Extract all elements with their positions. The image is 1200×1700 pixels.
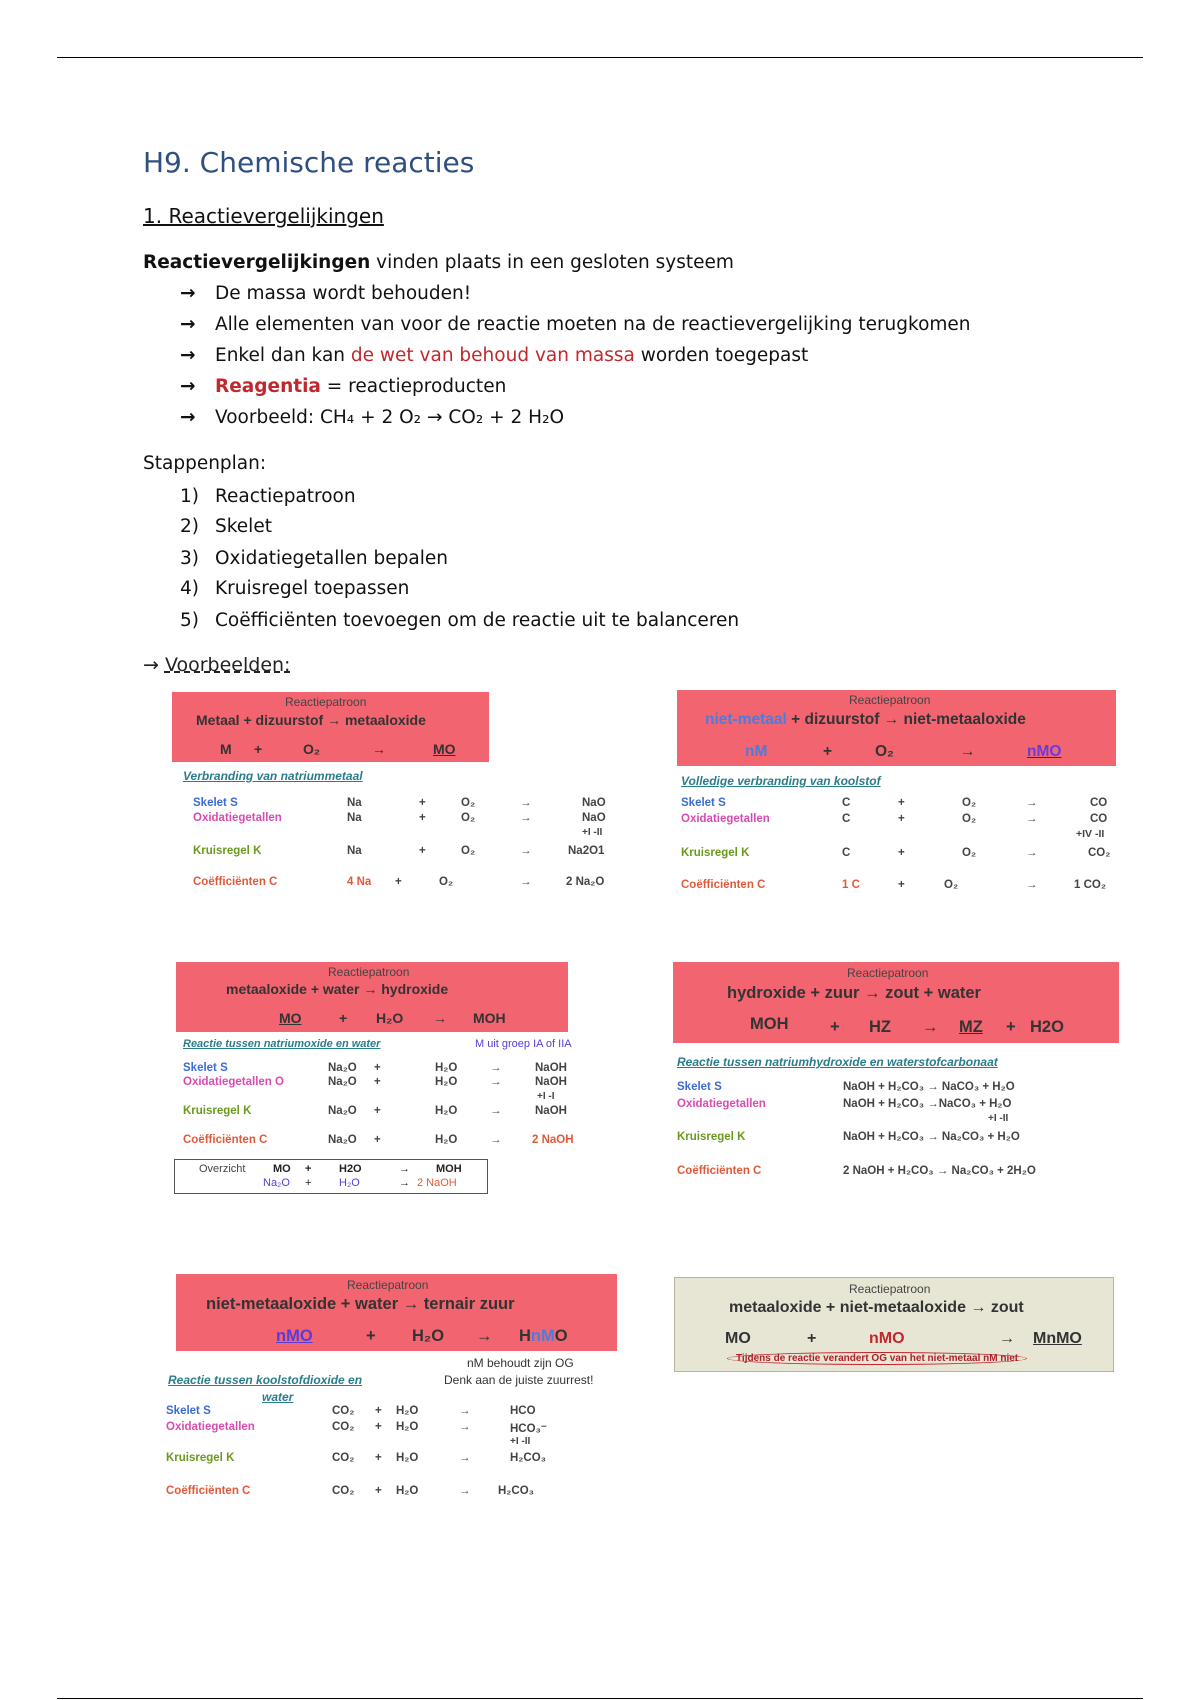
highlight-word: niet-metaal [705,711,787,728]
label-coef: Coëfficiënten C [681,879,766,891]
cell: HCO [510,1405,536,1417]
intro-bold: Reactievergelijkingen [143,252,371,273]
plus: + [898,879,905,891]
cell: O₂ [962,847,977,859]
arrow-icon: → [1026,847,1038,859]
bullet-3 [180,345,808,366]
pattern-caption: Reactiepatroon [328,965,410,979]
cell: O₂ [944,879,959,891]
plus: + [898,847,905,859]
cell: CO₂ [332,1452,355,1464]
pattern-words: metaaloxide + niet-metaaloxide → zout [729,1299,1024,1316]
cell: CO₂ [332,1405,355,1417]
cell: Na2O1 [568,845,605,857]
bottom-rule [57,1698,1143,1699]
label-skelet: Skelet S [183,1062,228,1074]
pattern-words: hydroxide + zuur → zout + water [727,984,981,1002]
pattern-sym: nMO [276,1327,313,1345]
pattern-sym: MOH [473,1010,506,1026]
ex5-caption-2: water [262,1390,294,1404]
pattern-sym: H2O [1030,1018,1064,1036]
step-text: Oxidatiegetallen bepalen [215,548,448,569]
bullet-text: worden toegepast [634,345,809,366]
intro-rest: vinden plaats in een gesloten systeem [370,252,734,273]
cell: O₂ [461,812,476,824]
overview-cell: H2O [339,1163,362,1175]
cell: O₂ [962,797,977,809]
cell: H₂O [435,1062,458,1074]
step-number: 5) [180,610,199,631]
cell: CO₂ [1088,847,1111,859]
cell: C [842,797,851,809]
cell: Na₂O [328,1062,357,1074]
step-number: 1) [180,486,199,507]
step-text: Kruisregel toepassen [215,578,410,599]
pattern-caption: Reactiepatroon [285,695,367,709]
cell: H₂O [396,1421,419,1433]
label-kruis: Kruisregel K [183,1105,252,1117]
label-oxid: Oxidatiegetallen [193,812,282,824]
plus: + [419,812,426,824]
cell: C [842,813,851,825]
ex4-pattern-box [673,962,1119,1043]
cell: CO [1090,813,1108,825]
arrow-icon: → [143,654,159,676]
ex5-note-1 [467,1356,574,1370]
plus: + [830,1018,840,1036]
cell [532,1134,574,1146]
arrow-icon: → [999,1330,1015,1347]
intro-line [143,252,734,273]
ex4-caption: Reactie tussen natriumhydroxide en waterstofcarbonaat [677,1055,998,1069]
page-title: H9. Chemische reacties [143,146,475,179]
pattern-sym-text: nM [530,1327,555,1345]
label-oxid: Oxidatiegetallen [166,1421,255,1433]
step-3 [180,548,448,569]
cell: 1 CO₂ [1074,879,1106,891]
arrow-icon: → [180,407,196,428]
plus: + [395,876,402,888]
pattern-words [705,711,1026,729]
cell: NaOH + H₂CO₃ → NaCO₃ + H₂O [843,1081,1015,1093]
coef-value: 2 NaOH [532,1134,574,1146]
arrow-icon: → [459,1485,471,1497]
arrow-icon: → [922,1018,939,1036]
ex1-pattern-box [172,692,489,762]
plus: + [374,1076,381,1088]
label-coef: Coëfficiënten C [166,1485,251,1497]
pattern-sym: MO [725,1330,751,1347]
pattern-sym: MOH [750,1015,789,1033]
pattern-caption: Reactiepatroon [849,693,931,707]
arrow-icon: → [520,797,532,809]
og-value: +I -II [510,1436,531,1447]
cell: C [842,847,851,859]
pattern-words: Metaal + dizuurstof → metaaloxide [196,712,426,728]
cell: CO₂ [332,1421,355,1433]
step-text: Reactiepatroon [215,486,356,507]
arrow-icon: → [180,283,196,304]
arrow-icon: → [180,376,196,397]
cell: Na [347,845,362,857]
og-value: +I -I [537,1091,555,1102]
pattern-sym-text: nMO [1027,743,1062,760]
label-oxid: Oxidatiegetallen O [183,1076,284,1088]
arrow-icon: → [1026,797,1038,809]
arrow-icon: → [372,741,386,757]
pattern-words-rest: + dizuurstof → niet-metaaloxide [786,711,1026,728]
step-number: 2) [180,516,199,537]
bullet-5 [180,407,564,428]
plus: + [898,797,905,809]
pattern-sym: M [220,741,232,757]
label-skelet: Skelet S [677,1081,722,1093]
arrow-icon: → [476,1327,493,1345]
og-value: +I -II [582,827,603,838]
pattern-sym: nMO [869,1330,905,1347]
cell: H₂O [396,1405,419,1417]
voorbeelden-label: Voorbeelden: [164,654,291,676]
bullet-text: Voorbeeld: CH₄ + 2 O₂ → CO₂ + 2 H₂O [215,407,565,428]
cell: Na [347,797,362,809]
cell: 2 NaOH + H₂CO₃ → Na₂CO₃ + 2H₂O [843,1165,1036,1177]
pattern-sym: HZ [869,1018,891,1036]
bullet-text: = reactieproducten [320,376,507,397]
pattern-sym: H₂O [376,1010,404,1026]
step-4 [180,578,409,599]
cell: H₂O [435,1134,458,1146]
arrow-icon: → [490,1134,502,1146]
label-kruis: Kruisregel K [681,847,750,859]
arrow-icon: → [433,1010,447,1026]
voorbeelden-heading [143,654,290,676]
ex3-caption: Reactie tussen natriumoxide en water [183,1038,381,1050]
cell: Na₂O [328,1105,357,1117]
plus: + [305,1163,312,1175]
pattern-words: metaaloxide + water → hydroxide [226,981,449,997]
cell [566,876,604,888]
ex6-note: Tijdens de reactie verandert OG van het niet-metaal nM niet [727,1352,1027,1365]
plus: + [375,1405,382,1417]
og-value: +IV -II [1076,828,1105,840]
cell: CO₂ [332,1485,355,1497]
label-kruis: Kruisregel K [166,1452,235,1464]
overview-cell: MOH [436,1163,462,1175]
pattern-caption: Reactiepatroon [347,1278,429,1292]
arrow-icon: → [459,1405,471,1417]
plus: + [375,1421,382,1433]
plus: + [1006,1018,1016,1036]
plus: + [375,1452,382,1464]
arrow-icon: → [399,1163,410,1175]
plus: + [374,1062,381,1074]
label-kruis: Kruisregel K [677,1131,746,1143]
arrow-icon: → [490,1062,502,1074]
ex3-overview-box [174,1159,488,1194]
cell: NaOH + H₂CO₃ → Na₂CO₃ + H₂O [843,1131,1020,1143]
cell: NaO [582,797,606,809]
step-1 [180,486,356,507]
cell: H₂O [396,1485,419,1497]
label-skelet: Skelet S [681,797,726,809]
plus: + [375,1485,382,1497]
ex1-caption: Verbranding van natriummetaal [183,769,363,783]
ex2-caption: Volledige verbranding van koolstof [681,774,881,788]
pattern-sym: MO [433,741,456,757]
arrow-icon: → [180,345,196,366]
ex5-note-2: Denk aan de juiste zuurrest! [444,1373,594,1387]
ex5-caption: Reactie tussen koolstofdioxide en [168,1373,363,1387]
pattern-sym: H₂O [412,1327,445,1345]
plus: + [339,1010,348,1026]
plus: + [374,1134,381,1146]
cell: NaOH [535,1062,567,1074]
arrow-icon: → [520,845,532,857]
pattern-sym: MnMO [1033,1330,1082,1347]
cell: HCO₃⁻ [510,1423,547,1435]
cell: H₂O [396,1452,419,1464]
pattern-caption: Reactiepatroon [847,966,929,980]
cell [347,876,371,888]
overview-cell: Na₂O [263,1177,290,1189]
arrow-icon: → [520,812,532,824]
cell: H₂O [435,1105,458,1117]
pattern-sym: nM [745,743,768,760]
arrow-icon: → [1026,813,1038,825]
plus: + [366,1327,376,1345]
arrow-icon: → [459,1421,471,1433]
ex5-pattern-box [176,1274,617,1351]
label-oxid: Oxidatiegetallen [677,1098,766,1110]
pattern-sym-text: O [554,1327,568,1345]
step-number: 3) [180,548,199,569]
bullet-4 [180,376,506,397]
cell: NaOH [535,1105,567,1117]
label-oxid: Oxidatiegetallen [681,813,770,825]
plus: + [898,813,905,825]
arrow-icon: → [960,743,976,760]
plus: + [305,1177,312,1189]
cell: O₂ [439,876,454,888]
og-value: +I -II [988,1113,1009,1124]
ex2-pattern-box [677,690,1116,766]
cell: NaOH [535,1076,567,1088]
overview-cell: 2 NaOH [417,1177,457,1189]
step-text: Skelet [215,516,272,537]
highlight-text: Reagentia [215,376,321,397]
coef-value: 4 Na [347,876,372,888]
overview-cell: H₂O [339,1177,360,1189]
label-coef: Coëfficiënten C [183,1134,268,1146]
ex6-pattern-box [674,1277,1114,1372]
bullet-2 [180,314,971,335]
bullet-text: Enkel dan kan [215,345,351,366]
label-coef: Coëfficiënten C [677,1165,762,1177]
cell [842,879,860,891]
arrow-icon: → [490,1105,502,1117]
step-2 [180,516,272,537]
plus: + [807,1330,817,1347]
section-heading: 1. Reactievergelijkingen [143,204,384,228]
label-skelet: Skelet S [166,1405,211,1417]
overview-label: Overzicht [199,1163,246,1175]
note-text: nM behoudt zijn OG [467,1356,574,1370]
plus: + [823,743,833,760]
pattern-words: niet-metaaloxide + water → ternair zuur [206,1295,515,1313]
cell: NaO [582,812,606,824]
cell: NaOH + H₂CO₃ →NaCO₃ + H₂O [843,1098,1012,1110]
cell: O₂ [461,797,476,809]
ex3-note: M uit groep IA of IIA [475,1038,572,1050]
overview-cell: MO [273,1163,291,1175]
cell: O₂ [461,845,476,857]
pattern-caption: Reactiepatroon [849,1282,931,1296]
cell: H₂CO₃ [498,1485,534,1497]
top-rule [57,57,1143,58]
coef-value: 2 Na₂O [566,876,605,888]
step-text: Coëfficiënten toevoegen om de reactie uit te balanceren [215,610,740,631]
pattern-sym: MZ [959,1018,983,1036]
pattern-sym: O₂ [303,741,321,757]
plus: + [419,797,426,809]
plus: + [419,845,426,857]
highlight-text: de wet van behoud van massa [350,345,635,366]
cell: H₂O [435,1076,458,1088]
label-coef: Coëfficiënten C [193,876,278,888]
label-kruis: Kruisregel K [193,845,262,857]
cell: O₂ [962,813,977,825]
bullet-1 [180,283,471,304]
cell: Na₂O [328,1076,357,1088]
step-number: 4) [180,578,199,599]
arrow-icon: → [399,1177,410,1189]
arrow-icon: → [490,1076,502,1088]
label-skelet: Skelet S [193,797,238,809]
cell: H₂CO₃ [510,1452,546,1464]
bullet-text: Alle elementen van voor de reactie moeten na de reactievergelijking terugkomen [215,314,971,335]
pattern-sym [1027,743,1061,761]
pattern-sym-text: H [519,1327,531,1345]
arrow-icon: → [180,314,196,335]
step-5 [180,610,739,631]
plus: + [374,1105,381,1117]
coef-value: 1 C [842,879,860,891]
cell: CO [1090,797,1108,809]
plus: + [254,741,263,757]
pattern-sym: MO [279,1010,302,1026]
ex3-pattern-box [176,962,568,1032]
cell: Na₂O [328,1134,357,1146]
steps-title: Stappenplan: [143,453,267,474]
cell: Na [347,812,362,824]
bullet-text: De massa wordt behouden! [215,283,472,304]
pattern-sym: O₂ [875,743,894,760]
arrow-icon: → [520,876,532,888]
arrow-icon: → [1026,879,1038,891]
pattern-sym [519,1327,568,1346]
arrow-icon: → [459,1452,471,1464]
